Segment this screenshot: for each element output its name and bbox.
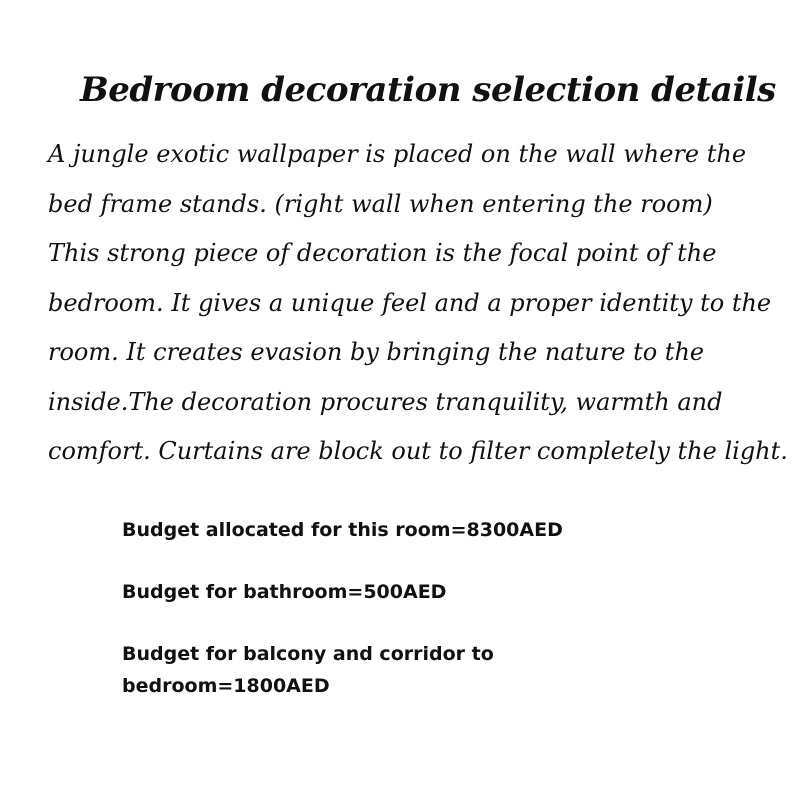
description-line: bed frame stands. (right wall when entering the room) <box>48 189 713 218</box>
description-paragraph <box>48 130 788 477</box>
description-line: inside.The decoration procures tranquility, warmth and <box>48 387 723 416</box>
budget-bathroom <box>122 576 622 608</box>
budget-balcony-corridor-text: Budget for balcony and corridor to <box>122 643 494 665</box>
description-line: This strong piece of decoration is the focal point of the <box>48 239 717 267</box>
description-line: bedroom. It gives a unique feel and a proper identity to the <box>48 288 772 317</box>
budget-room-text: Budget allocated for this room=8300AED <box>122 519 563 541</box>
budget-balcony-corridor-text: bedroom=1800AED <box>122 675 330 697</box>
budget-balcony-corridor <box>122 638 622 702</box>
description-line: room. It creates evasion by bringing the nature to the <box>48 338 705 366</box>
budget-room <box>122 514 622 546</box>
page-title: Bedroom decoration selection details <box>80 70 776 110</box>
description-line: comfort. Curtains are block out to filter completely the light. <box>48 437 788 465</box>
budget-list <box>122 514 622 702</box>
budget-bathroom-text: Budget for bathroom=500AED <box>122 581 447 603</box>
description-line: A jungle exotic wallpaper is placed on the wall where the <box>48 140 747 168</box>
